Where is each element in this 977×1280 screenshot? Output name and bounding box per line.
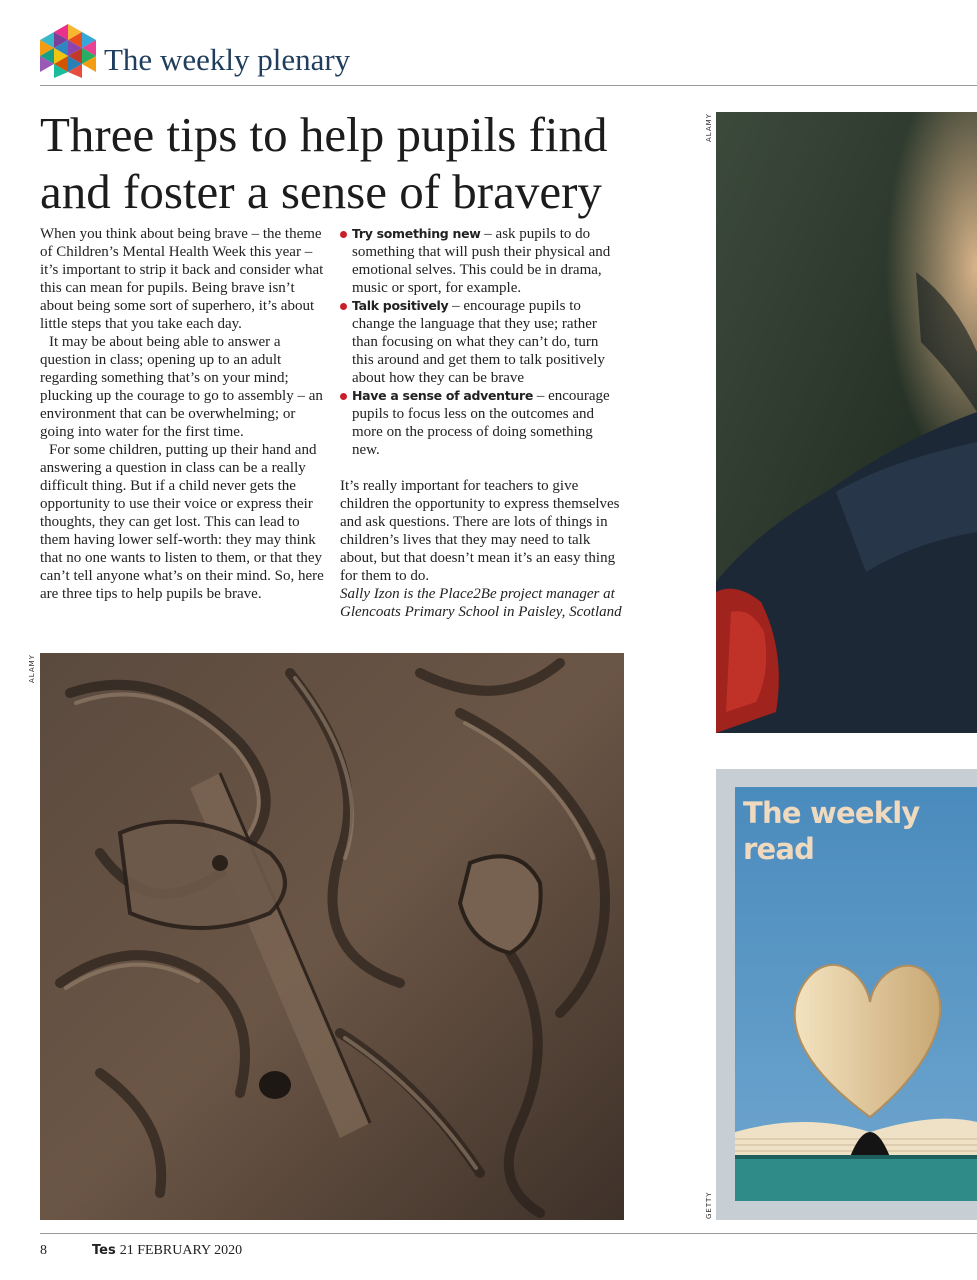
bullet-dot-icon [340, 303, 347, 310]
page-number: 8 [40, 1243, 47, 1258]
photo-credit: ALAMY [705, 113, 713, 142]
article-column-1 [40, 225, 326, 603]
tip-item [340, 225, 622, 297]
section-logo-icon [40, 22, 96, 78]
publication-brand: Tes [92, 1243, 116, 1258]
page-footer [40, 1243, 242, 1259]
tip-lead: Have a sense of adventure [352, 388, 534, 403]
bullet-dot-icon [340, 231, 347, 238]
tip-item [340, 387, 622, 459]
header-divider [40, 85, 977, 86]
tip-lead: Talk positively [352, 298, 449, 313]
photo-credit: GETTY [705, 1191, 713, 1219]
wood-carving-image [40, 653, 624, 1220]
footer-divider [40, 1233, 977, 1234]
tip-text: – encourage pupils to change the language that they use; rather than focusing on what they can’t do, turn this around and get them to talk positively about how they can be brave [352, 298, 605, 386]
author-byline: Sally Izon is the Place2Be project manager at Glencoats Primary School in Paisley, Scotland [340, 586, 622, 620]
intro-paragraph: For some children, putting up their hand and answering a question in class can be a really difficult thing. But if a child never gets the opportunity to use their voice or express their thoughts, they can get lost. This can lead to them having lower self-worth: they may think that no one wants to listen to them, or that they can’t tell anyone what’s on their mind. So, here are three tips to help pupils be brave. [40, 442, 324, 602]
intro-paragraph: It may be about being able to answer a question in class; opening up to an adult regarding something that’s on your mind; plucking up the courage to go to assembly – an environment that can be overwhelming; or going into water for the first time. [40, 334, 323, 440]
tip-item [340, 297, 622, 387]
closing-paragraph: It’s really important for teachers to give children the opportunity to express themselves and ask questions. There are lots of things in children’s lives that they may need to talk about, but that doesn’t mean it’s an easy thing for them to do. [340, 478, 620, 584]
article-column-2 [340, 225, 622, 621]
section-title: The weekly plenary [104, 42, 351, 77]
tip-text: – encourage pupils to focus less on the outcomes and more on the process of doing something new. [352, 388, 610, 458]
promo-title[interactable]: The weekly read [743, 796, 920, 866]
tips-list [340, 225, 622, 459]
photo-credit: ALAMY [28, 654, 36, 683]
intro-paragraph: When you think about being brave – the theme of Children’s Mental Health Week this year – it’s important to strip it back and consider what this can mean for pupils. Being brave isn’t about being some sort of superhero, it’s about little steps that you take each day. [40, 226, 324, 332]
tip-text: – ask pupils to do something that will push their physical and emotional selves. This could be in drama, music or sport, for example. [352, 226, 611, 296]
portrait-painting-image [716, 112, 977, 733]
article-headline: Three tips to help pupils find and foster a sense of bravery [40, 107, 608, 219]
issue-date: 21 FEBRUARY 2020 [119, 1243, 243, 1258]
bullet-dot-icon [340, 393, 347, 400]
tip-lead: Try something new [352, 226, 481, 241]
